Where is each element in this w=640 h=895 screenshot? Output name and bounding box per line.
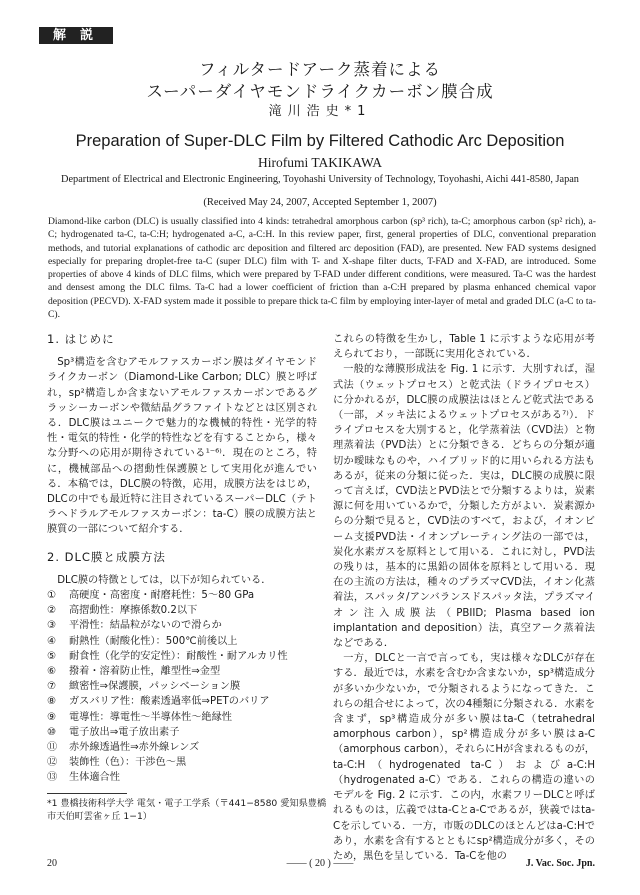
page-number: 20	[47, 858, 57, 869]
footnote: *1 豊橋技術科学大学 電気・電子工学系（〒441−8580 愛知県豊橋市天伯町雲雀ヶ丘 1−1）	[47, 798, 327, 822]
right-para-2: 一般的な薄膜形成法を Fig. 1 に示す．大別すれば，湿式法（ウェットプロセス）と乾式法（ドライプロセス）に分かれるが，DLC膜の成膜法はほとんど乾式法である（一部，メッキ法によるウェットプロセスがある⁷⁾）．ドライプロセスを大別すると，化学蒸着法（CVD法）と物理蒸着法（PVD法）とに分類できる．どちらの分類が適切か曖昧なものや，ハイブリッド的に用いられる方法もあるが，従来の分類に従った．実は，DLC膜の成膜に限って言えば，CVD法とPVD法とで分類するよりは，炭素源に何を用いているかで，分類した方がよい．炭素源からの分類で見ると，CVD法のすべて，および，イオンビーム支援PVD法・イオンプレーティング法の一部では，炭化水素ガスを原料として用いる．これに対し，PVD法の残りは，基本的に黒鉛の固体を原料として用いる．現在の主流の方法は，種々のプラズマCVD法，イオン化蒸着法，スパッタ/アンバランスドスパッタ法，プラズマイオン注入成膜法（PBIID; Plasma based ion implantation and deposition）法，真空アーク蒸着法などである．	[333, 364, 595, 650]
section-badge: 解説	[39, 27, 113, 44]
list-item: ⑦ 緻密性⇒保護膜，パッシベーション膜	[47, 681, 241, 693]
list-item: ⑧ ガスバリア性：酸素透過率低⇒PETのバリア	[47, 696, 270, 708]
right-column	[333, 332, 595, 864]
right-para-3: 一方，DLCと一言で言っても，実は様々なDLCが存在する．最近では，水素を含むか含まないか，sp³構造成分が多いか少ないか，で分類されるようになってきた．これらの組合せによって，次の4種類に分類される．水素を含まず，sp³構造成分が多い膜はta-C（tetrahedral amorphous carbon），sp²構造成分が多い膜はa-C（amorphous carbon），それらにHが含まれるものが，ta-C:H（hydrogenated ta-C）およびa-C:H（hydrogenated a-C）である．これらの構造の違いのモデルを Fig. 2 に示す．この内，水素フリーDLCと呼ばれるものは，広義ではta-Cとa-Cであるが，狭義ではta-Cを示している．一方，市販のDLCのほとんどはa-C:Hであり，水素を含有するとともにsp²構造成分が多く，そのため，黒色を呈している．Ta-Cを他の	[333, 653, 595, 862]
page-number-center: —— ( 20 ) ——	[286, 858, 354, 869]
list-item: ⑨ 電導性：導電性～半導体性～絶縁性	[47, 711, 232, 723]
list-item: ⑩ 電子放出⇒電子放出素子	[47, 726, 180, 738]
section2-heading: 2. DLC膜と成膜方法	[47, 549, 166, 564]
right-para-1: これらの特徴を生かし，Table 1 に示すような応用が考えられており，一部既に実用化されている．	[333, 334, 595, 361]
feature-list	[47, 588, 317, 786]
affiliation: Department of Electrical and Electronic Engineering, Toyohashi University of Technology, Toyohashi, Aichi 441-8580, Japan	[61, 174, 579, 185]
list-item: ⑥ 撥着・溶着防止性，離型性⇒金型	[47, 666, 221, 678]
japanese-title-line2: スーパーダイヤモンドライクカーボン膜合成	[146, 82, 494, 101]
abstract: Diamond-like carbon (DLC) is usually classified into 4 kinds: tetrahedral amorphous carbon (sp³ rich), ta-C; amorphous carbon (sp² rich), a-C; hydrogenated ta-C, ta-C:H; hydrogenated a-C, a-C:H. In this review paper, first, general properties of DLC, conventional preparation methods, and tutorial explanations of cathodic arc deposition and filtered arc deposition (FAD), are presented. New FAD systems designed especially for preparing droplet-free ta-C (super DLC) film with T- and X-shape filter ducts, T-FAD and X-FAD, are introduced. Some properties of above 4 kinds of DLC films, which were prepared by T-FAD under different conditions, were measured. Ta-C was the hardest and densest among the DLC films. Ta-C had a lower coefficient of friction than a-C:H prepared by plasma enhanced chemical vapor deposition (PECVD). X-FAD system made it possible to prepare thick ta-C film by employing inter-layer of metal and graded DLC (a-C to ta-C).	[48, 216, 596, 321]
english-title: Preparation of Super-DLC Film by Filtered Cathodic Arc Deposition	[75, 132, 565, 150]
list-item: ③ 平滑性：結晶粒がないので滑らか	[47, 620, 222, 632]
japanese-author: 滝川浩史*1	[268, 104, 372, 119]
journal-name: J. Vac. Soc. Jpn.	[525, 858, 595, 869]
list-item: ④ 耐熱性（耐酸化性）：500℃前後以上	[47, 635, 238, 647]
received-dates: (Received May 24, 2007, Accepted September 1, 2007)	[203, 197, 437, 208]
list-item: ① 高硬度・高密度・耐磨耗性：5～80 GPa	[47, 590, 255, 602]
footnote-rule	[47, 793, 127, 794]
list-item: ⑤ 耐食性（化学的安定性）：耐酸性・耐アルカリ性	[47, 650, 288, 662]
list-item: ② 高摺動性：摩擦係数0.2以下	[47, 605, 198, 617]
section2-intro: DLC膜の特徴としては，以下が知られている．	[57, 574, 272, 586]
list-item: ⑫ 装飾性（色）：干渉色～黒	[47, 757, 187, 769]
japanese-title-line1: フィルタードアーク蒸着による	[198, 60, 442, 79]
list-item: ⑪ 赤外線透過性⇒赤外線レンズ	[47, 742, 200, 754]
left-column	[47, 332, 317, 786]
section1-heading: 1. はじめに	[47, 332, 115, 346]
section1-body: Sp³構造を含むアモルファスカーボン膜はダイヤモンドライクカーボン（Diamond-Like Carbon; DLC）膜と呼ばれ，sp²構造しか含まないアモルファスカーボンであるグラッシーカーボンや微結晶グラファイトなどとは区別される．DLC膜はユニークで魅力的な機械的特性・光学的特性・電気的特性・化学的特性などを有することから，様々な分野への応用が期待されている¹⁻⁶⁾．現在のところ，特に，機械部品への摺動性保護膜として実用化が進んでいる．本稿では，DLC膜の特徴，応用，成膜方法をはじめ，DLCの中でも最近特に注目されているスーパーDLC（テトラヘドラルアモルファスカーボン：ta-C）膜の成膜方法と膜質の一部について紹介する．	[47, 357, 317, 536]
english-author: Hirofumi TAKIKAWA	[258, 155, 382, 170]
list-item: ⑬ 生体適合性	[47, 772, 120, 784]
